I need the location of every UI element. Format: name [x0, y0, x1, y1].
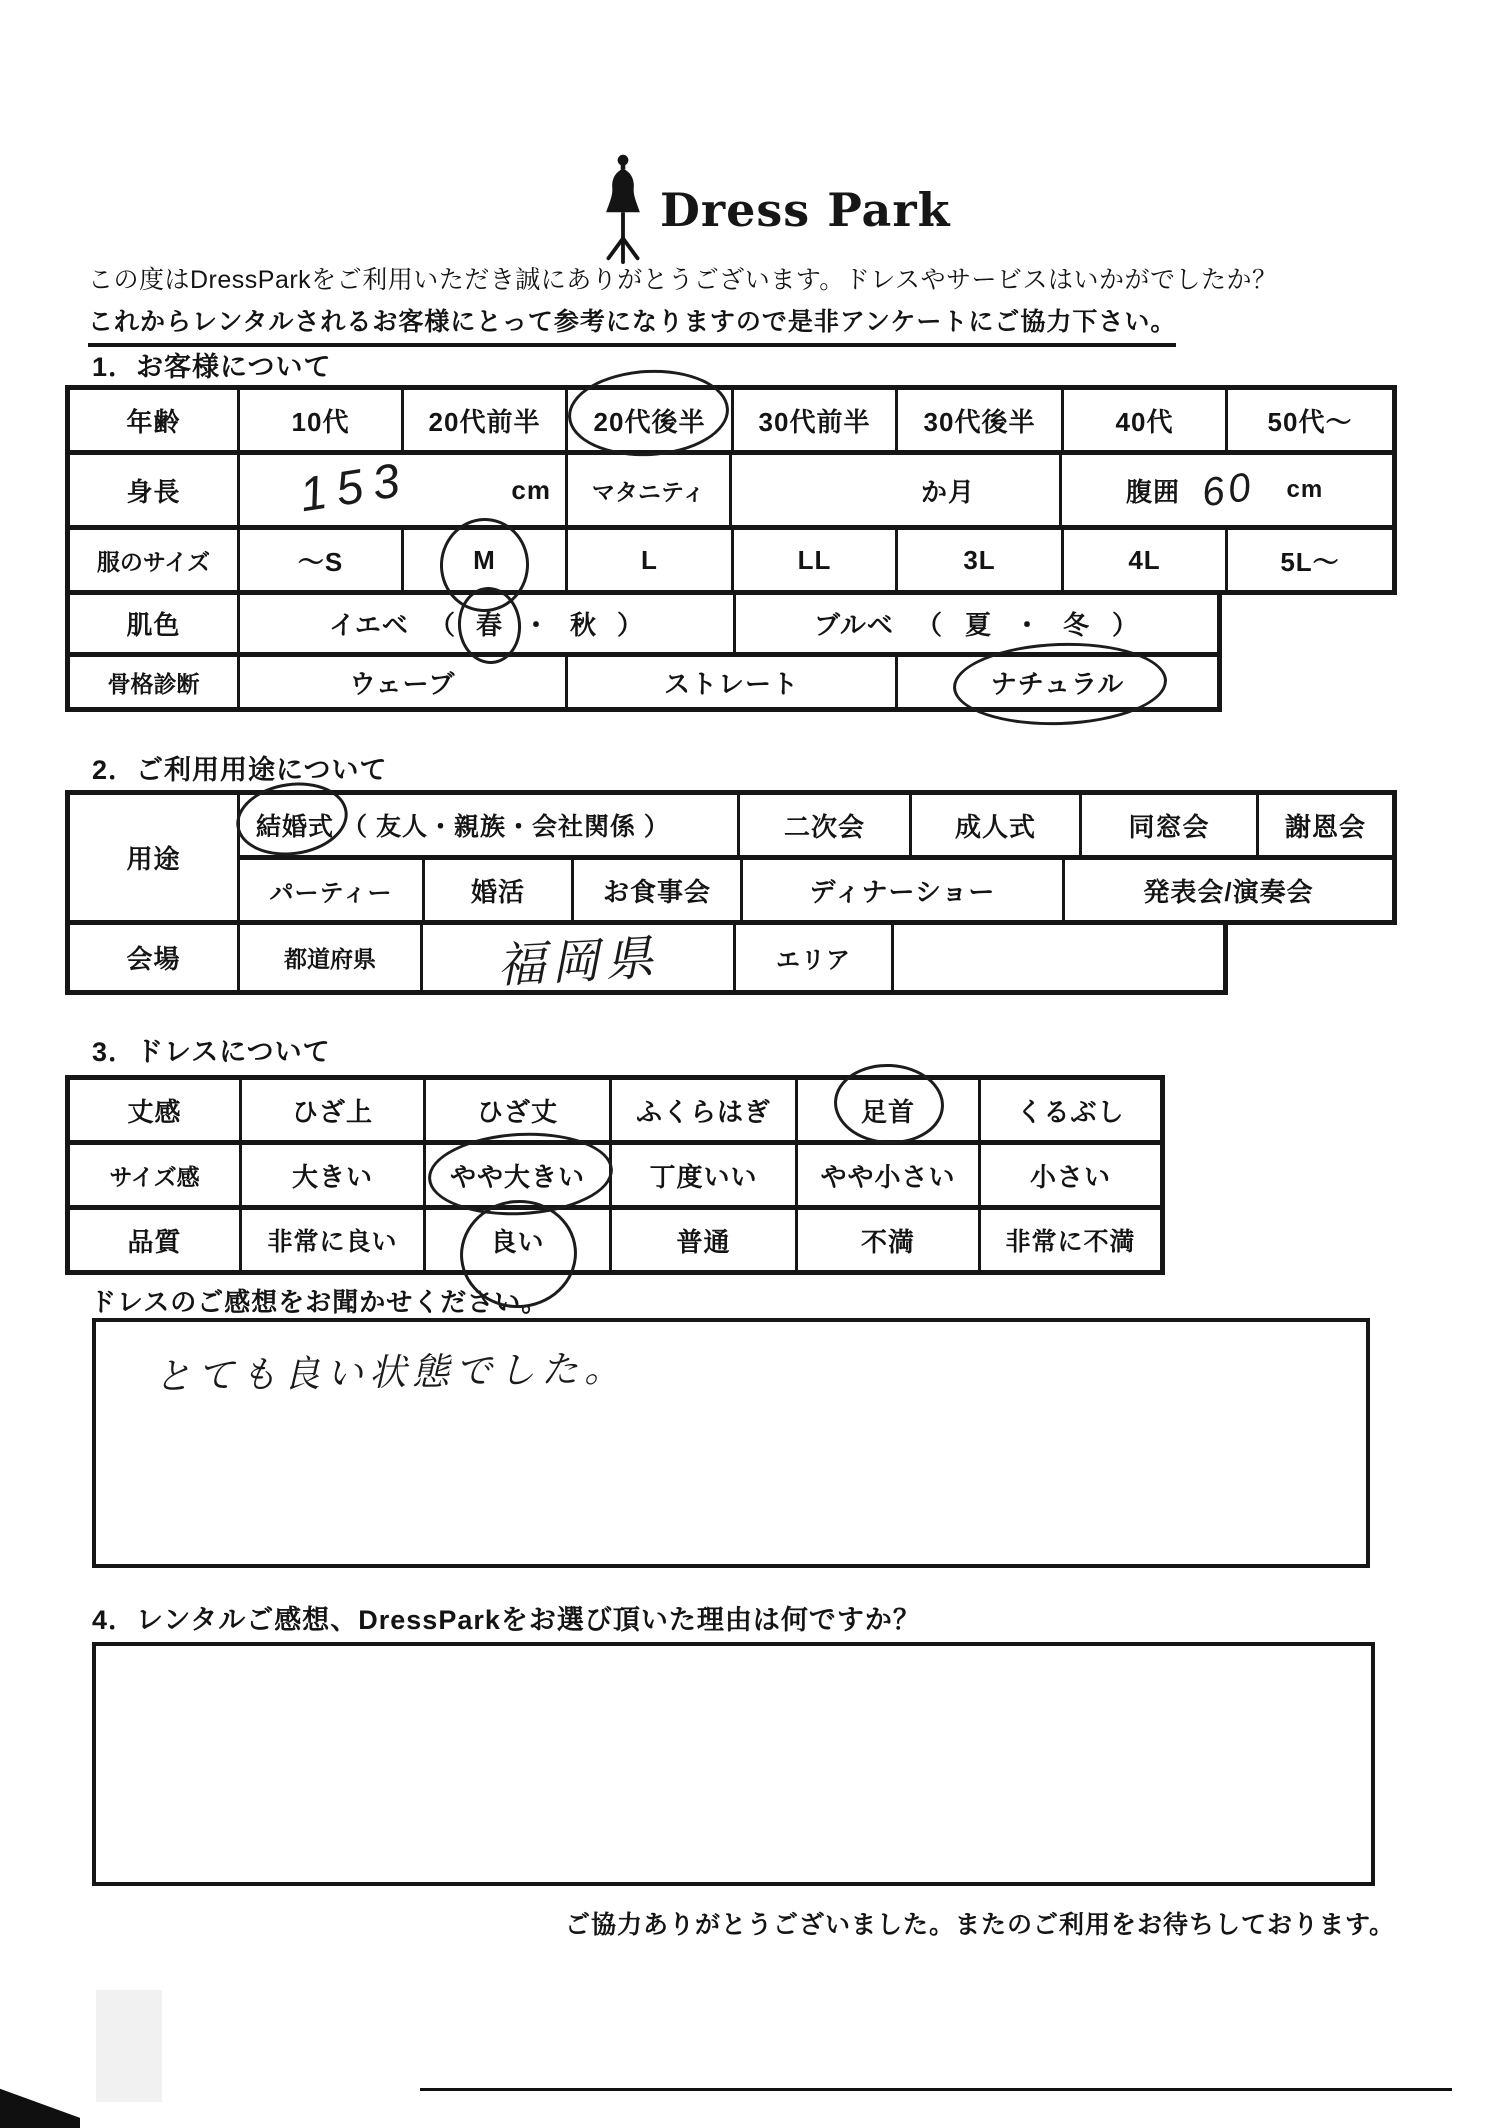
usage-option-afterparty: 二次会: [740, 795, 912, 855]
spring-label: 春: [475, 610, 503, 640]
size-option-4l: 4L: [1064, 530, 1228, 590]
length-option-anklebone: くるぶし: [1016, 1096, 1125, 1127]
size-option-5l: 5L～: [1280, 546, 1340, 577]
waist-label: 腹囲: [1126, 476, 1181, 507]
brand-name: Dress Park: [660, 183, 951, 237]
paren-close: ）: [617, 610, 645, 640]
winter-label: 冬: [1062, 610, 1090, 640]
wedding-detail-label: （ 友人・親族・会社関係 ）: [342, 813, 670, 841]
usage-option-dinner: お食事会: [574, 860, 743, 920]
skin-option-spring: [476, 605, 503, 642]
fit-option-slightly-small: やや小さい: [798, 1145, 981, 1205]
waist-handwritten-value: 60: [1199, 464, 1258, 515]
fit-option-slightly-large-label: やや大きい: [449, 1161, 585, 1192]
dress-feedback-box: [92, 1318, 1370, 1568]
waist-cell: [1062, 455, 1392, 525]
quality-option-good-label: 良い: [490, 1226, 545, 1257]
venue-row: [65, 920, 1228, 995]
usage-label: 用途: [70, 795, 240, 920]
fit-row: [65, 1140, 1165, 1210]
length-option-above-knee: ひざ上: [242, 1080, 426, 1140]
prefecture-handwritten-value: 福岡県: [495, 931, 661, 994]
closing-thanks: ご協力ありがとうございました。またのご利用をお待ちしております。: [564, 1911, 1395, 1939]
quality-option-good: [426, 1210, 612, 1270]
size-label: 服のサイズ: [70, 530, 240, 590]
size-option-s: ～S: [240, 530, 404, 590]
section2-title: 2．ご利用用途について: [92, 755, 388, 785]
usage-row-2: [240, 860, 1392, 920]
usage-option-wedding: [256, 807, 334, 843]
usage-option-konkatsu: 婚活: [425, 860, 574, 920]
dress-feedback-handwritten-value: とても良い状態でした。: [153, 1347, 628, 1398]
yellow-base-label: イエベ: [328, 610, 409, 640]
logo: [600, 152, 950, 268]
rental-feedback-box: [92, 1642, 1375, 1886]
section3-title: 3．ドレスについて: [92, 1037, 331, 1067]
length-row: [65, 1075, 1165, 1145]
usage-option-recital: 発表会/演奏会: [1143, 876, 1314, 907]
usage-block: [65, 790, 1397, 925]
size-row: [65, 525, 1397, 595]
length-option-ankle: [798, 1080, 981, 1140]
length-option-knee: ひざ丈: [426, 1080, 612, 1140]
paren-close2: ）: [1112, 610, 1140, 640]
skeleton-row: [65, 652, 1222, 712]
prefecture-label: 都道府県: [240, 925, 423, 990]
quality-option-normal: 普通: [612, 1210, 798, 1270]
height-handwritten-value: 153: [296, 452, 414, 522]
length-option-calf: ふくらはぎ: [612, 1080, 798, 1140]
area-label: エリア: [736, 925, 894, 990]
dot-separator: ・: [522, 610, 550, 640]
intro-line-1: この度はDressParkをご利用いただき誠にありがとうございます。ドレスやサービスはいかがでしたか？: [88, 266, 1278, 294]
dress-form-icon: [600, 152, 646, 268]
fit-option-large: 大きい: [242, 1145, 426, 1205]
summer-label: 夏: [964, 610, 992, 640]
skin-row: [65, 590, 1222, 657]
venue-label: 会場: [70, 925, 240, 990]
skeleton-option-natural: [898, 657, 1217, 707]
prefecture-value-cell: [423, 925, 736, 994]
skeleton-option-natural-label: ナチュラル: [990, 668, 1125, 699]
fit-option-just-right: 丁度いい: [612, 1145, 798, 1205]
maternity-months-cell: [732, 455, 1062, 525]
usage-option-party: パーティー: [240, 860, 425, 920]
length-option-ankle-label: 足首: [860, 1096, 915, 1127]
size-option-l: L: [568, 530, 734, 590]
size-option-m: [404, 530, 568, 590]
usage-option-coming-of-age: 成人式: [912, 795, 1082, 855]
usage-option-reunion: 同窓会: [1082, 795, 1259, 855]
section4-title: 4．レンタルご感想、DressParkをお選び頂いた理由は何ですか？: [92, 1605, 921, 1635]
length-label: 丈感: [70, 1080, 242, 1140]
months-label: か月: [920, 476, 975, 507]
age-label: 年齢: [70, 390, 240, 450]
area-value-cell: [894, 925, 1223, 990]
skin-label: 肌色: [70, 595, 240, 652]
size-option-ll: LL: [734, 530, 898, 590]
size-option-3l: 3L: [898, 530, 1064, 590]
skeleton-option-wave: ウェーブ: [240, 657, 568, 707]
size-option-m-label: M: [473, 544, 496, 575]
height-row: [65, 450, 1397, 530]
paren-open: （: [428, 610, 456, 640]
skeleton-option-straight: ストレート: [568, 657, 898, 707]
age-option-20s-late-label: 20代後半: [593, 406, 706, 437]
age-option-20s-late: [568, 390, 734, 450]
age-row: [65, 385, 1397, 455]
wedding-label: 結婚式: [256, 813, 335, 841]
age-option-30s-late: 30代後半: [898, 390, 1064, 450]
quality-option-unsatisfied: 不満: [798, 1210, 981, 1270]
age-option-50s: 50代～: [1267, 406, 1353, 437]
blue-base-label: ブルベ: [813, 610, 894, 640]
intro-line-2: これからレンタルされるお客様にとって参考になりますので是非アンケートにご協力下さい。: [88, 302, 1176, 347]
section1-title: 1．お客様について: [92, 352, 332, 382]
age-option-10s: 10代: [240, 390, 404, 450]
waist-unit: cm: [1286, 476, 1324, 503]
skeleton-label: 骨格診断: [70, 657, 240, 707]
skin-blue-cell: [736, 595, 1217, 652]
usage-option-thanks-party: 謝恩会: [1284, 811, 1366, 842]
scan-artifact-line: [420, 2088, 1452, 2091]
quality-label: 品質: [70, 1210, 242, 1270]
autumn-label: 秋: [569, 610, 597, 640]
age-option-20s-early: 20代前半: [404, 390, 568, 450]
fit-option-small: 小さい: [1029, 1161, 1111, 1192]
usage-row-1: [240, 795, 1392, 860]
skin-yellow-cell: [240, 595, 736, 652]
paren-open2: （: [915, 610, 943, 640]
scan-artifact-corner: [0, 2072, 80, 2128]
usage-options-column: [240, 795, 1392, 920]
usage-option-dinner-show: ディナーショー: [743, 860, 1065, 920]
dress-feedback-label: ドレスのご感想をお聞かせください。: [90, 1287, 549, 1317]
height-unit: cm: [511, 474, 551, 505]
dot-separator2: ・: [1013, 610, 1041, 640]
fit-option-slightly-large: [426, 1145, 612, 1205]
height-value-cell: [240, 452, 568, 525]
quality-option-very-unsatisfied: 非常に不満: [1005, 1228, 1136, 1256]
age-option-30s-early: 30代前半: [734, 390, 898, 450]
height-label: 身長: [70, 455, 240, 525]
usage-wedding-cell: [240, 795, 740, 855]
quality-row: [65, 1205, 1165, 1275]
quality-option-very-good: 非常に良い: [242, 1210, 426, 1270]
maternity-label: マタニティ: [568, 455, 732, 525]
scan-artifact-streak: [96, 1990, 162, 2102]
age-option-40s: 40代: [1064, 390, 1228, 450]
fit-label: サイズ感: [70, 1145, 242, 1205]
